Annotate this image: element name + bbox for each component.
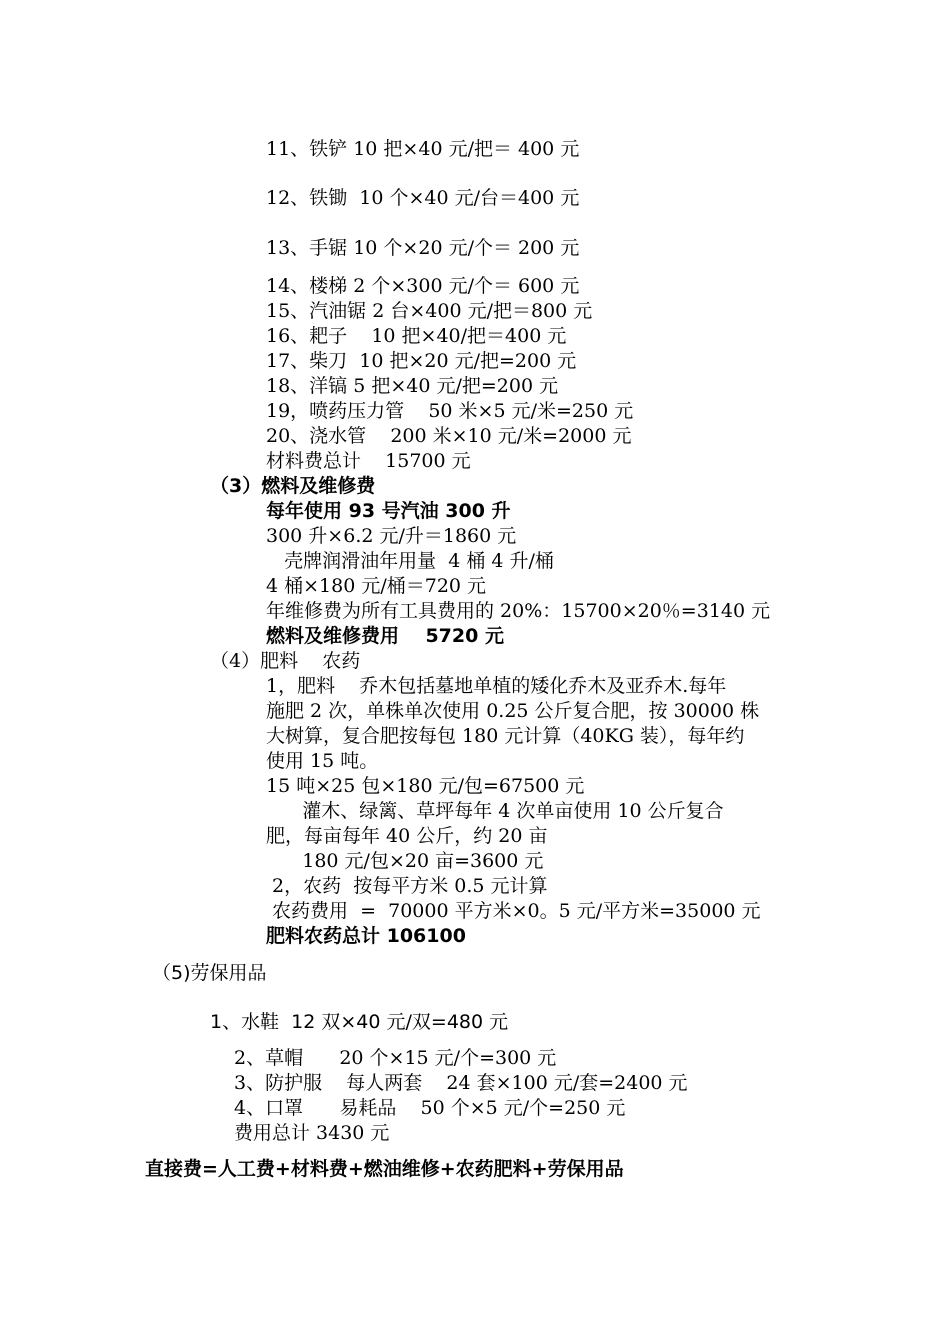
fertilizer-line-8: 180 元/包×20 亩=3600 元 xyxy=(266,850,544,872)
labor-total: 费用总计 3430 元 xyxy=(234,1122,390,1144)
tool-item-11: 11、铁铲 10 把×40 元/把＝ 400 元 xyxy=(266,138,580,160)
fuel-line-2: 300 升×6.2 元/升＝1860 元 xyxy=(266,525,517,547)
fuel-line-5: 年维修费为所有工具费用的 20%：15700×20％=3140 元 xyxy=(266,600,771,622)
fuel-line-4: 4 桶×180 元/桶＝720 元 xyxy=(266,575,487,597)
fertilizer-line-4: 使用 15 吨。 xyxy=(266,750,379,772)
tool-item-14: 14、楼梯 2 个×300 元/个＝ 600 元 xyxy=(266,275,580,297)
labor-item-1: 1、水鞋 12 双×40 元/双=480 元 xyxy=(210,1011,509,1033)
labor-item-3: 3、防护服 每人两套 24 套×100 元/套=2400 元 xyxy=(234,1072,688,1094)
tool-item-18: 18、洋镐 5 把×40 元/把=200 元 xyxy=(266,375,559,397)
fuel-total: 燃料及维修费用 5720 元 xyxy=(266,625,504,647)
pesticide-line-1: 2，农药 按每平方米 0.5 元计算 xyxy=(266,875,548,897)
pesticide-line-2: 农药费用 = 70000 平方米×0。5 元/平方米=35000 元 xyxy=(266,900,761,922)
labor-section-heading: （5)劳保用品 xyxy=(152,962,267,984)
material-cost-total: 材料费总计 15700 元 xyxy=(266,450,471,472)
tool-item-19: 19，喷药压力管 50 米×5 元/米=250 元 xyxy=(266,400,634,422)
fertilizer-section-heading: （4）肥料 农药 xyxy=(210,650,361,672)
tool-item-15: 15、汽油锯 2 台×400 元/把＝800 元 xyxy=(266,300,593,322)
labor-item-2: 2、草帽 20 个×15 元/个=300 元 xyxy=(234,1047,557,1069)
direct-cost-formula: 直接费=人工费+材料费+燃油维修+农药肥料+劳保用品 xyxy=(145,1158,624,1180)
tool-item-12: 12、铁锄 10 个×40 元/台＝400 元 xyxy=(266,187,580,209)
tool-item-16: 16、耙子 10 把×40/把＝400 元 xyxy=(266,325,567,347)
fertilizer-line-6: 灌木、绿篱、草坪每年 4 次单亩使用 10 公斤复合 xyxy=(266,800,724,822)
fuel-section-heading: （3）燃料及维修费 xyxy=(210,475,376,497)
fertilizer-line-7: 肥，每亩每年 40 公斤，约 20 亩 xyxy=(266,825,548,847)
tool-item-17: 17、柴刀 10 把×20 元/把=200 元 xyxy=(266,350,577,372)
fuel-line-3: 壳牌润滑油年用量 4 桶 4 升/桶 xyxy=(266,550,554,572)
fertilizer-total: 肥料农药总计 106100 xyxy=(266,925,466,947)
tool-item-13: 13、手锯 10 个×20 元/个＝ 200 元 xyxy=(266,237,580,259)
fertilizer-line-1: 1，肥料 乔木包括墓地单植的矮化乔木及亚乔木.每年 xyxy=(266,675,727,697)
fertilizer-line-2: 施肥 2 次，单株单次使用 0.25 公斤复合肥，按 30000 株 xyxy=(266,700,760,722)
fertilizer-line-5: 15 吨×25 包×180 元/包=67500 元 xyxy=(266,775,585,797)
fuel-line-1: 每年使用 93 号汽油 300 升 xyxy=(266,500,511,522)
fertilizer-line-3: 大树算，复合肥按每包 180 元计算（40KG 装），每年约 xyxy=(266,725,745,747)
tool-item-20: 20、浇水管 200 米×10 元/米=2000 元 xyxy=(266,425,632,447)
labor-item-4: 4、口罩 易耗品 50 个×5 元/个=250 元 xyxy=(234,1097,626,1119)
